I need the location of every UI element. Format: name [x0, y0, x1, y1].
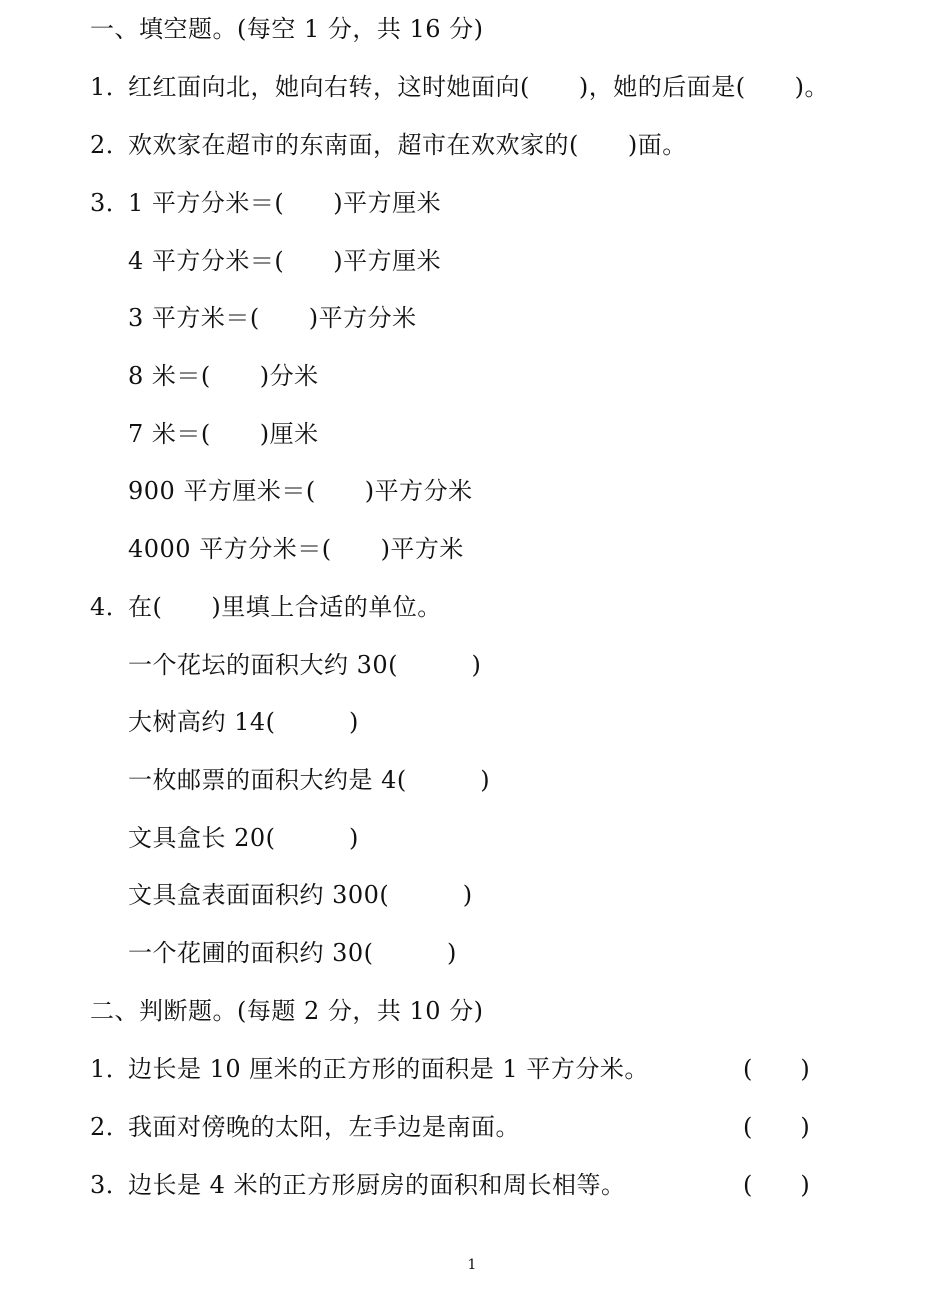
question-3-line-3: 3 平方米＝( )平方分米 [128, 304, 417, 332]
question-3-number: 3． [90, 189, 131, 217]
judge-item-2-text: 我面对傍晚的太阳，左手边是南面。 [128, 1113, 520, 1141]
section2-title: 二、判断题。(每题 2 分，共 10 分) [90, 997, 484, 1025]
judge-item-1-answer-paren: ( ) [743, 1055, 810, 1083]
question-3-line-2: 4 平方分米＝( )平方厘米 [128, 247, 442, 275]
question-3-line-6: 900 平方厘米＝( )平方分米 [128, 477, 473, 505]
judge-item-3-answer-paren: ( ) [743, 1171, 810, 1199]
question-4-line-5: 文具盒表面面积约 300( ) [128, 881, 473, 909]
question-3-line-1: 1 平方分米＝( )平方厘米 [128, 189, 442, 217]
question-4-line-6: 一个花圃的面积约 30( ) [128, 939, 457, 967]
question-4-text: 在( )里填上合适的单位。 [128, 593, 442, 621]
question-4-line-3: 一枚邮票的面积大约是 4( ) [128, 766, 491, 794]
question-3-line-4: 8 米＝( )分米 [128, 362, 319, 390]
question-3 [90, 188, 441, 218]
question-2-number: 2． [90, 131, 131, 159]
question-4-line-2: 大树高约 14( ) [128, 708, 359, 736]
question-3-line-5: 7 米＝( )厘米 [128, 420, 319, 448]
question-1-text: 红红面向北，她向右转，这时她面向( )，她的后面是( )。 [128, 73, 829, 101]
question-2-text: 欢欢家在超市的东南面，超市在欢欢家的( )面。 [128, 131, 687, 159]
question-1-number: 1． [90, 73, 131, 101]
judge-item-1-number: 1． [90, 1055, 131, 1083]
question-4-line-4: 文具盒长 20( ) [128, 824, 359, 852]
judge-item-2-number: 2． [90, 1113, 131, 1141]
question-2 [90, 130, 687, 160]
judge-item-3 [90, 1170, 626, 1200]
question-4 [90, 592, 442, 622]
question-3-line-7: 4000 平方分米＝( )平方米 [128, 535, 464, 563]
judge-item-3-number: 3． [90, 1171, 131, 1199]
judge-item-2 [90, 1112, 520, 1142]
question-1 [90, 72, 829, 102]
question-4-line-1: 一个花坛的面积大约 30( ) [128, 651, 482, 679]
judge-item-3-text: 边长是 4 米的正方形厨房的面积和周长相等。 [128, 1171, 626, 1199]
judge-item-1-text: 边长是 10 厘米的正方形的面积是 1 平方分米。 [128, 1055, 649, 1083]
judge-item-2-answer-paren: ( ) [743, 1113, 810, 1141]
section1-title: 一、填空题。(每空 1 分，共 16 分) [90, 15, 484, 43]
page-number: 1 [467, 1257, 477, 1273]
judge-item-1 [90, 1054, 649, 1084]
question-4-number: 4． [90, 593, 131, 621]
